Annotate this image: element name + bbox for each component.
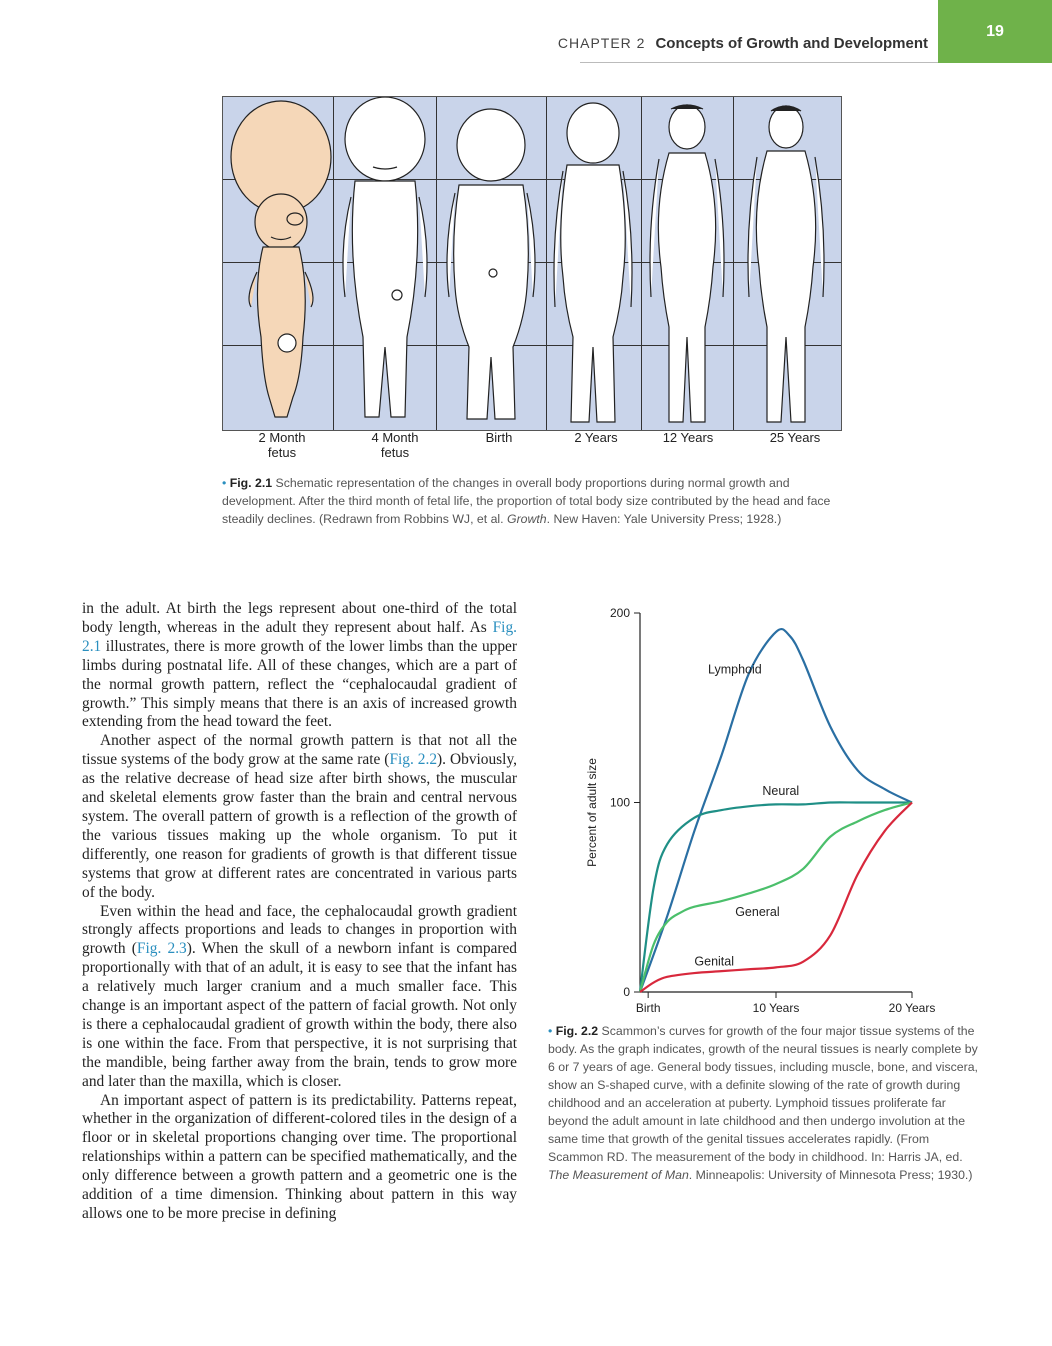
series-line-general <box>640 803 912 993</box>
stage-label-line: 2 Month <box>258 430 306 445</box>
stage-label <box>237 430 327 460</box>
y-tick-label: 100 <box>609 795 630 810</box>
series-line-lymphoid <box>640 629 912 992</box>
body-paragraph: Another aspect of the normal growth pattern is that not all the tissue systems of the body grow at the same rate (Fig. 2.2). Obviously, as the relative decrease of head size after birth shows, the muscular and skeletal elements grow faster than the brain and central nervous system. The overall pattern of growth is a reflection of the growth of the various tissues making up the whole organism. To put it differently, one reason for gradients of growth is that different tissue systems that grow at different rates are concentrated in various parts of the body. <box>82 732 517 901</box>
stage-label-line: 4 Month <box>371 430 419 445</box>
figure-2-month-fetus <box>231 101 331 417</box>
body-paragraph: in the adult. At birth the legs represent about one-third of the total body length, whereas in the adult they represent about half. As Fig. 2.1 illustrates, there is more growth of the lower limbs than the upper limbs during postnatal life. All of these changes, which are a part of the normal growth pattern, reflect the “cephalocaudal gradient of growth.” This simply means that there is an axis of increased growth extending from the head toward the feet. <box>82 600 517 731</box>
figure-2-2-caption <box>548 1022 980 1184</box>
caption-label: Fig. 2.2 <box>555 1024 599 1038</box>
stage-label-line: Birth <box>485 430 513 445</box>
figure-2-years <box>554 103 632 422</box>
stage-label-line: 2 Years <box>574 430 618 445</box>
stage-label-line: fetus <box>380 445 410 460</box>
body-text-column <box>82 600 517 1224</box>
chapter-label: CHAPTER 2 <box>557 35 646 51</box>
figure-birth <box>447 109 535 419</box>
figure-2-1-stage-labels <box>222 430 840 464</box>
series-label-lymphoid: Lymphoid <box>708 662 762 677</box>
page-number: 19 <box>938 0 1052 63</box>
caption-italic: The Measurement of Man <box>548 1168 689 1182</box>
series-label-neural: Neural <box>762 783 800 798</box>
stage-label <box>350 430 440 460</box>
stage-label <box>551 430 641 445</box>
figure-25-years <box>748 106 824 422</box>
stage-label <box>750 430 840 445</box>
chapter-title: Concepts of Growth and Development <box>655 34 928 52</box>
figure-reference-link[interactable]: Fig. 2.1 <box>82 618 517 655</box>
figure-2-1-caption <box>222 474 842 528</box>
body-proportion-figures <box>223 97 841 430</box>
y-tick-label: 200 <box>609 606 630 620</box>
caption-bullet-icon: • <box>548 1024 553 1038</box>
running-head <box>558 22 938 64</box>
caption-text: Scammon’s curves for growth of the four major tissue systems of the body. As the graph indicates, growth of the neural tissues is nearly complete by 6 or 7 years of age. General body tissues, including muscle, bone, and viscera, show an S-shaped curve, with a definite slowing of the rate of growth during childhood and an acceleration at puberty. Lymphoid tissues proliferate far beyond the adult amount in late childhood and then undergo involution at the same time that growth of the genital tissues accelerates rapidly. (From Scammon RD. The measurement of the body in childhood. In: Harris JA, ed. <box>548 1024 978 1164</box>
figure-reference-link[interactable]: Fig. 2.2 <box>389 751 438 769</box>
stage-label-line: 12 Years <box>662 430 714 445</box>
series-line-neural <box>640 802 912 992</box>
stage-label-line: 25 Years <box>769 430 821 445</box>
series-line-genital <box>640 803 912 993</box>
caption-bullet-icon: • <box>222 476 227 490</box>
figure-reference-link[interactable]: Fig. 2.3 <box>136 940 187 958</box>
body-paragraph: Even within the head and face, the cephalocaudal growth gradient strongly affects proportions and leads to changes in proportion with growth (Fig. 2.3). When the skull of a newborn infant is compared proportionally with that of an adult, it is easy to see that the infant has a relatively much larger cranium and a much smaller face. This change is an important aspect of the pattern of facial growth. Not only is there a cephalocaudal gradient of growth within the body, there also is one within the face. From that perspective, it is not surprising that the mandible, being farther away from the brain, tends to grow more and later than the maxilla, which is closer. <box>82 902 517 1090</box>
x-tick-label: Birth <box>635 1001 661 1015</box>
body-paragraph: An important aspect of pattern is its predictability. Patterns repeat, whether in the organization of different-colored tiles in the design of a floor or in skeletal proportions changing over time. The proportional relationships within a pattern can be specified mathematically, and the only difference between a growth pattern and a geometric one is the addition of a time dimension. Thinking about pattern in this way allows one to be more precise in defining <box>82 1091 517 1222</box>
series-label-general: General <box>735 905 780 920</box>
figure-4-month-fetus <box>343 97 427 417</box>
figure-12-years <box>650 105 724 422</box>
caption-text-end: . New Haven: Yale University Press; 1928.) <box>546 512 782 526</box>
stage-label <box>643 430 733 445</box>
caption-label: Fig. 2.1 <box>229 476 273 490</box>
stage-label <box>454 430 544 445</box>
stage-label-line: fetus <box>267 445 297 460</box>
x-tick-label: 10 Years <box>752 1001 800 1015</box>
caption-text-end: . Minneapolis: University of Minnesota Press; 1930.) <box>688 1168 973 1182</box>
y-tick-label: 0 <box>623 985 630 999</box>
figure-2-2-chart <box>570 600 970 1020</box>
caption-text: Schematic representation of the changes in overall body proportions during normal growth and development. After the third month of fetal life, the proportion of total body size contributed by the head and face steadily declines. (Redrawn from Robbins WJ, et al. <box>222 476 831 526</box>
figure-2-1-illustration <box>222 96 842 431</box>
series-label-genital: Genital <box>694 954 735 969</box>
y-axis-label: Percent of adult size <box>585 758 599 867</box>
caption-italic: Growth <box>507 512 547 526</box>
x-tick-label: 20 Years <box>888 1001 936 1015</box>
scammon-curves-chart <box>570 600 970 1020</box>
